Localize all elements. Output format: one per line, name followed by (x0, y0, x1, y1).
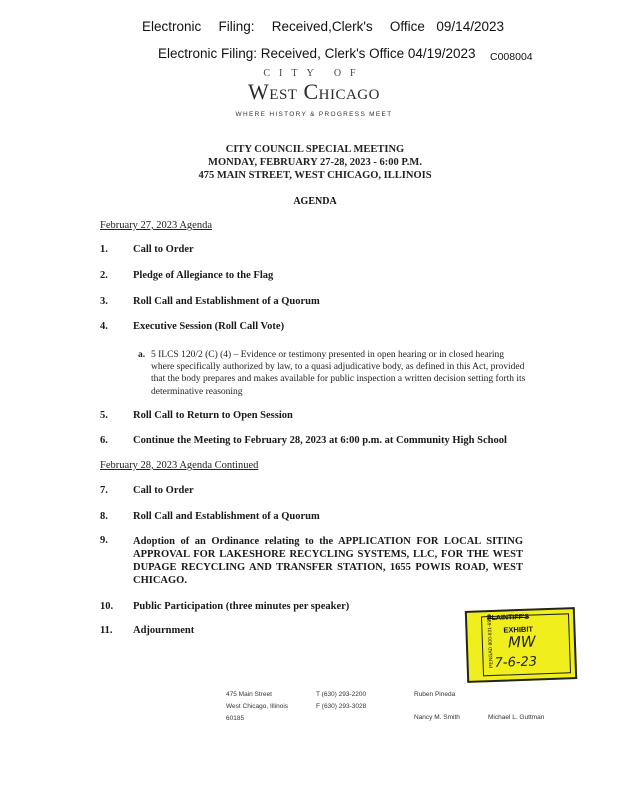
item-number: 4. (100, 321, 108, 332)
item-text: Call to Order (133, 485, 194, 496)
footer-address-line-1: 475 Main Street (226, 691, 272, 698)
filing-stamp-line-1: Electronic Filing: Received,Clerk's Office 09/14/2023 (142, 19, 504, 34)
logo-tagline: WHERE HISTORY & PROGRESS MEET (235, 111, 393, 118)
section-header-feb-28: February 28, 2023 Agenda Continued (100, 460, 259, 471)
footer-fax: F (630) 293-3028 (316, 703, 367, 710)
filing-stamp-line-2: Electronic Filing: Received, Clerk's Office 04/19/2023 (158, 46, 476, 61)
subitem-letter: a. (138, 350, 146, 360)
agenda-heading: AGENDA (293, 196, 337, 207)
exhibit-stamp-vendor: PENGAD 800-631-6989 (486, 614, 495, 668)
item-text: Continue the Meeting to February 28, 2023 at 6:00 p.m. at Community High School (133, 435, 507, 446)
meeting-date: MONDAY, FEBRUARY 27-28, 2023 - 6:00 P.M. (208, 157, 422, 168)
item-text: Roll Call to Return to Open Session (133, 410, 293, 421)
footer-address-line-2: West Chicago, Illinois (226, 703, 289, 710)
item-text: Adjournment (133, 625, 195, 636)
logo-city-of: CITY OF (263, 68, 365, 79)
item-number: 1. (100, 244, 108, 255)
logo-city-name: West Chicago (248, 79, 380, 104)
document-id: C008004 (490, 51, 533, 63)
exhibit-stamp-title: PLAINTIFF'S (486, 613, 530, 623)
footer-name-1: Ruben Pineda (414, 691, 456, 698)
item-number: 2. (100, 270, 108, 281)
section-header-feb-27: February 27, 2023 Agenda (100, 220, 212, 231)
subitem-text: 5 ILCS 120/2 (C) (4) – Evidence or testimony presented in open hearing or in closed hearing where specifically authorized by law, to a quasi adjudicative body, as defined in this Act, provided that the body prepares and makes available for public inspection a written decision setting forth its determinative reasoning (151, 350, 526, 397)
item-number: 10. (100, 601, 114, 612)
item-text: Roll Call and Establishment of a Quorum (133, 511, 320, 522)
footer-address-line-3: 60185 (226, 715, 245, 722)
footer-address (226, 689, 288, 725)
item-text: Public Participation (three minutes per speaker) (133, 601, 350, 612)
item-text: Adoption of an Ordinance relating to the APPLICATION FOR LOCAL SITING APPROVAL FOR LAKESHORE RECYCLING SYSTEMS, LLC, FOR THE WEST DUPAGE RECYCLING AND TRANSFER STATION, 1655 POWIS ROAD, WEST CHICAGO. (133, 536, 523, 586)
meeting-title: CITY COUNCIL SPECIAL MEETING (225, 144, 405, 155)
footer-phone: T (630) 293-2200 (316, 691, 367, 698)
footer-name-2: Nancy M. Smith (414, 714, 460, 721)
exhibit-stamp (465, 607, 577, 683)
item-number: 9. (100, 535, 108, 546)
item-text: Pledge of Allegiance to the Flag (133, 270, 274, 281)
exhibit-stamp-handwritten-date: 7-6-23 (494, 654, 538, 671)
item-number: 11. (100, 625, 113, 636)
exhibit-stamp-handwritten-id: MW (507, 632, 536, 652)
item-number: 8. (100, 511, 108, 522)
item-text: Call to Order (133, 244, 194, 255)
item-text: Roll Call and Establishment of a Quorum (133, 296, 320, 307)
meeting-location: 475 MAIN STREET, WEST CHICAGO, ILLINOIS (198, 170, 432, 181)
item-number: 6. (100, 435, 108, 446)
item-text: Executive Session (Roll Call Vote) (133, 321, 285, 332)
footer-contact (316, 689, 366, 713)
item-number: 3. (100, 296, 108, 307)
footer-name-3: Michael L. Guttman (488, 714, 545, 721)
item-number: 7. (100, 485, 108, 496)
exhibit-stamp-label: EXHIBIT (503, 624, 534, 635)
item-number: 5. (100, 410, 108, 421)
